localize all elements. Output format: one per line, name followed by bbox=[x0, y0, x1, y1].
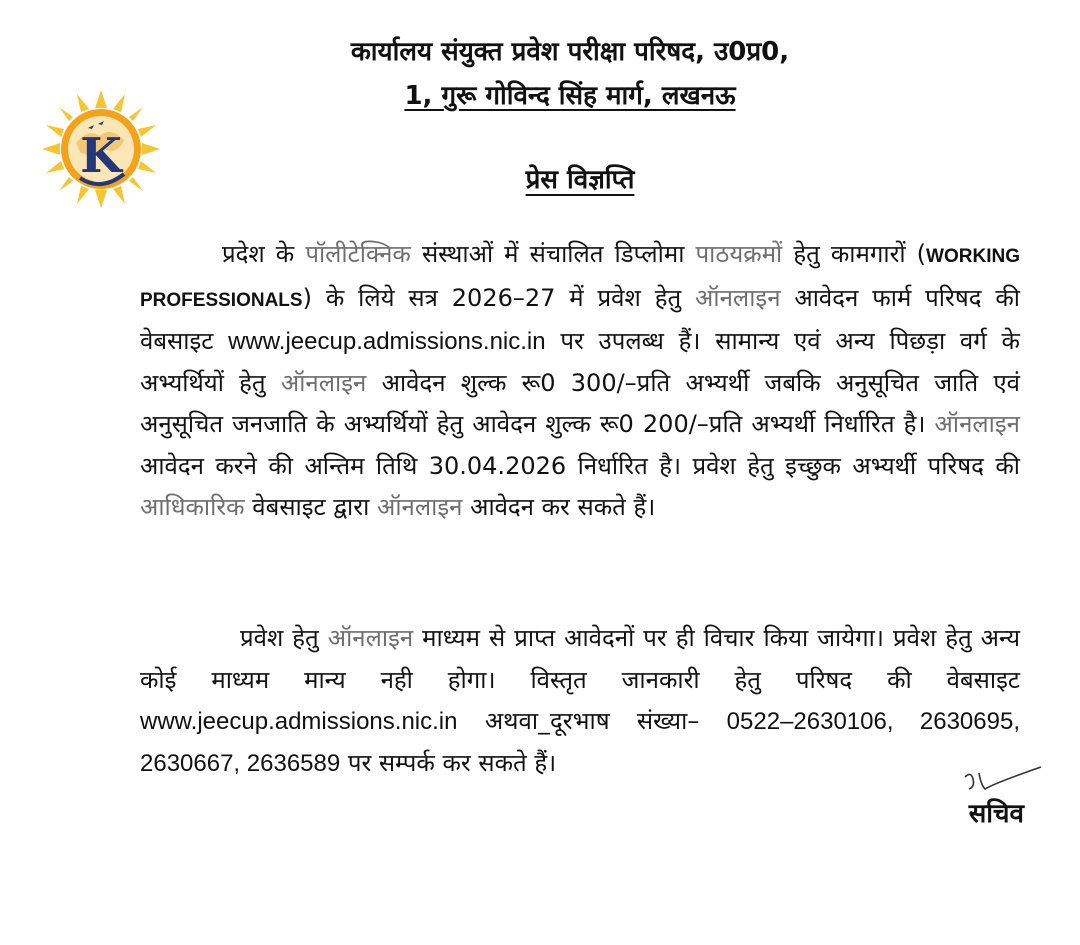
paragraph-2 bbox=[140, 618, 1020, 784]
p2-s3: माध्यम से प्राप्त आवेदनों पर ही विचार किया जायेगा। प्रवेश हेतु अन्य कोई माध्यम मान्य नही होगा। विस्तृत जानकारी हेतु परिषद की वेबसाइट bbox=[140, 624, 1020, 694]
p1-s14: ऑनलाइन bbox=[934, 410, 1020, 438]
p2-s5: अथवा_दूरभाष संख्या– bbox=[484, 707, 700, 735]
p1-s17: वेबसाइट द्वारा bbox=[252, 493, 370, 521]
working-professionals-text: WORKING PROFESSIONALS bbox=[140, 246, 1020, 311]
p1-s13: आवेदन शुल्क रू0 300/–प्रति अभ्यर्थी जबकि अनुसूचित जाति एवं अनुसूचित जनजाति के अभ्यर्थियों हेतु आवेदन शुल्क रू0 200/–प्रति अभ्यर्थी निर्धारित है। bbox=[140, 368, 1020, 438]
logo-letter: K bbox=[80, 128, 122, 184]
p1-s19: आवेदन कर सकते हैं। bbox=[470, 493, 656, 521]
p1-s2: पॉलीटेक्निक bbox=[305, 240, 411, 268]
p1-s7: ) के लिये सत्र 2026–27 में प्रवेश हेतु bbox=[302, 283, 682, 312]
office-address: 1, गुरू गोविन्द सिंह मार्ग, लखनऊ bbox=[404, 81, 736, 111]
p1-s8: ऑनलाइन bbox=[695, 283, 781, 312]
p1-s1: प्रदेश के bbox=[222, 240, 295, 268]
p1-s15: आवेदन करने की अन्तिम तिथि 30.04.2026 निर्धारित है। प्रवेश हेतु इच्छुक अभ्यर्थी परिषद की bbox=[140, 451, 1020, 480]
p1-s9: आवेदन फार्म परिषद की वेबसाइट bbox=[140, 283, 1020, 355]
office-name: कार्यालय संयुक्त प्रवेश परीक्षा परिषद, उ0प्र0, bbox=[350, 37, 790, 67]
office-header bbox=[220, 30, 920, 118]
p1-s16: आधिकारिक bbox=[140, 493, 245, 521]
p2-s1: प्रवेश हेतु bbox=[240, 624, 319, 652]
p1-s12: ऑनलाइन bbox=[280, 368, 367, 397]
signatory-designation: सचिव bbox=[968, 799, 1024, 829]
website-link-2[interactable]: www.jeecup.admissions.nic.in bbox=[140, 708, 458, 735]
page-title: प्रेस विज्ञप्ति bbox=[525, 165, 635, 195]
paragraph-1 bbox=[140, 234, 1020, 529]
p1-s3: संस्थाओं में संचालित डिप्लोमा bbox=[421, 240, 685, 268]
signature-scribble-icon bbox=[955, 763, 1045, 798]
p1-s5: हेतु कामगारों ( bbox=[793, 240, 927, 268]
p2-s2: ऑनलाइन bbox=[327, 624, 414, 652]
p1-s18: ऑनलाइन bbox=[376, 493, 463, 521]
website-link-1[interactable]: www.jeecup.admissions.nic.in bbox=[228, 328, 546, 355]
p2-s7: पर सम्पर्क कर सकते हैं। bbox=[347, 748, 557, 777]
p1-s4: पाठयक्रमों bbox=[695, 240, 783, 268]
p1-s11: पर उपलब्ध हैं। सामान्य एवं अन्य पिछड़ा वर्ग के अभ्यर्थियों हेतु bbox=[140, 327, 1020, 397]
phone-numbers: 0522–2630106, 2630695, 2630667, 2636589 bbox=[140, 708, 1020, 777]
